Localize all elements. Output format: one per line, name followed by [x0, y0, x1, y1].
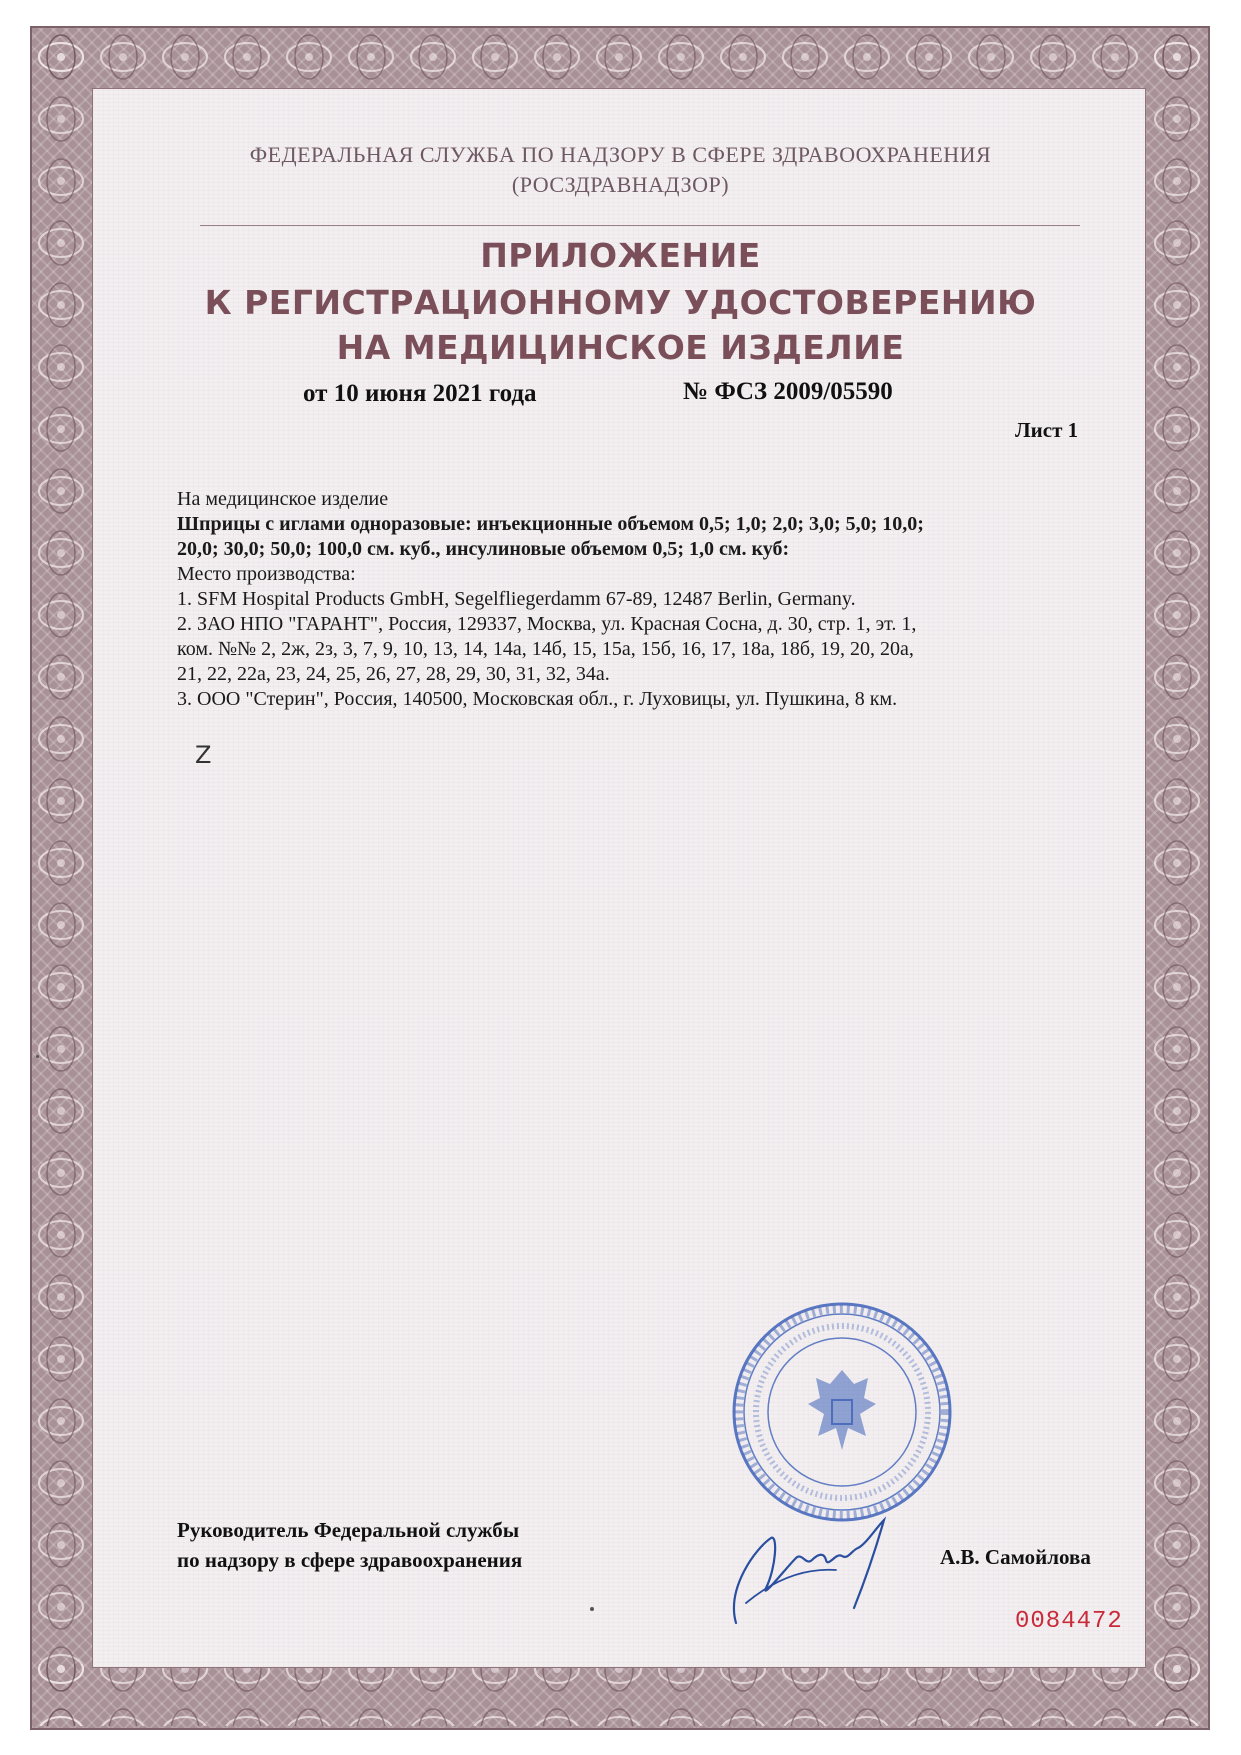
production-site-1: 1. SFM Hospital Products GmbH, Segelfliegerdamm 67-89, 12487 Berlin, Germany.: [177, 588, 856, 610]
document-body-panel: [92, 88, 1146, 1668]
authority-abbreviation: (РОСЗДРАВНАДЗОР): [511, 172, 730, 197]
issue-date: от 10 июня 2021 года: [303, 380, 537, 407]
sheet-number: Лист 1: [1015, 418, 1079, 442]
certificate-number: № ФСЗ 2009/05590: [683, 378, 893, 405]
production-site-2-line1: 2. ЗАО НПО "ГАРАНТ", Россия, 129337, Москва, ул. Красная Сосна, д. 30, стр. 1, эт. 1,: [177, 613, 917, 635]
document-title-line1: ПРИЛОЖЕНИЕ: [480, 236, 761, 275]
document-content: [177, 487, 1137, 712]
signer-position: [177, 1515, 522, 1575]
scan-speck: [36, 1055, 39, 1058]
signer-position-line2: по надзору в сфере здравоохранения: [177, 1548, 523, 1572]
intro-text: На медицинское изделие: [177, 488, 389, 510]
production-place-label: Место производства:: [177, 563, 356, 585]
header-divider: [200, 225, 1080, 226]
official-seal-stamp: [730, 1300, 955, 1525]
end-of-text-mark: Z: [195, 741, 212, 769]
product-description-line1: Шприцы с иглами одноразовые: инъекционные объемом 0,5; 1,0; 2,0; 3,0; 5,0; 10,0;: [177, 513, 924, 535]
authority-name: ФЕДЕРАЛЬНАЯ СЛУЖБА ПО НАДЗОРУ В СФЕРЕ ЗДРАВООХРАНЕНИЯ: [249, 142, 992, 167]
product-description-line2: 20,0; 30,0; 50,0; 100,0 см. куб., инсулиновые объемом 0,5; 1,0 см. куб:: [177, 538, 790, 560]
production-site-2-line2: ком. №№ 2, 2ж, 2з, 3, 7, 9, 10, 13, 14, 14а, 14б, 15, 15а, 15б, 16, 17, 18а, 18б, 19, 20, 20а,: [177, 638, 914, 660]
scan-speck: [590, 1607, 594, 1611]
signer-name: А.В. Самойлова: [940, 1545, 1091, 1569]
document-title-line2: К РЕГИСТРАЦИОННОМУ УДОСТОВЕРЕНИЮ: [204, 283, 1037, 322]
serial-number: 0084472: [1015, 1608, 1123, 1635]
production-site-3: 3. ООО "Стерин", Россия, 140500, Московская обл., г. Луховицы, ул. Пушкина, 8 км.: [177, 688, 898, 710]
handwritten-signature: [716, 1508, 916, 1633]
document-title-line3: НА МЕДИЦИНСКОЕ ИЗДЕЛИЕ: [336, 328, 905, 367]
signer-position-line1: Руководитель Федеральной службы: [177, 1518, 520, 1542]
production-site-2-line3: 21, 22, 22а, 23, 24, 25, 26, 27, 28, 29, 30, 31, 32, 34а.: [177, 663, 610, 685]
